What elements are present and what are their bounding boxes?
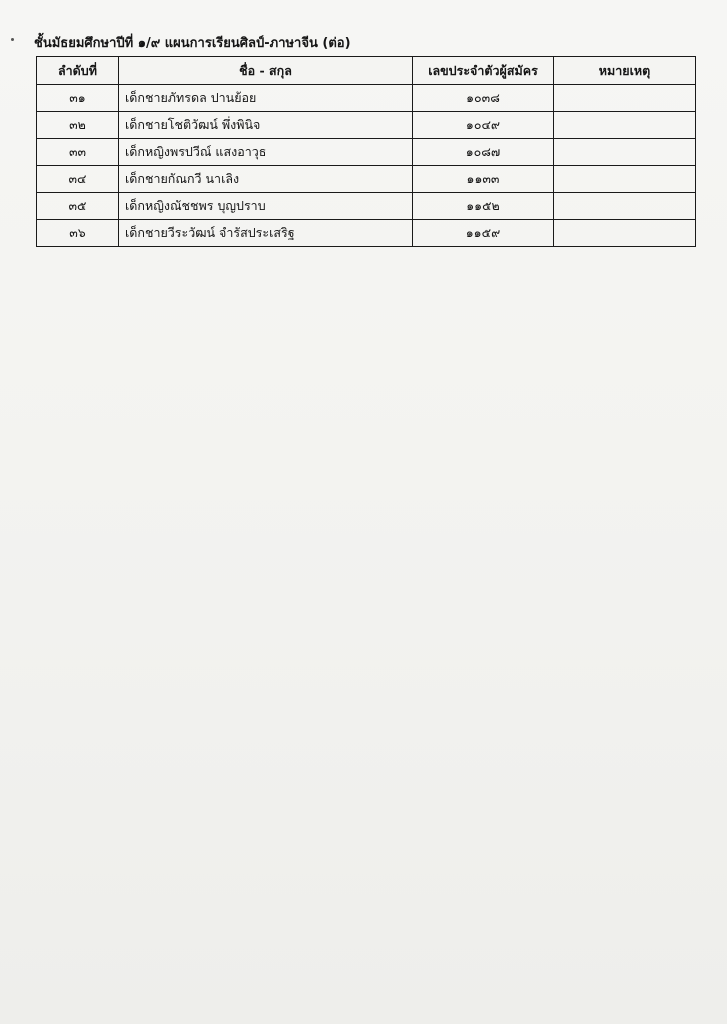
applicant-id: ๑๑๕๙: [413, 220, 554, 247]
row-number: ๓๓: [37, 139, 119, 166]
row-number: ๓๕: [37, 193, 119, 220]
row-number: ๓๑: [37, 85, 119, 112]
table-row: [37, 139, 696, 166]
student-name: เด็กชายกัณกวี นาเลิง: [119, 166, 413, 193]
row-number: ๓๖: [37, 220, 119, 247]
column-header-number: ลำดับที่: [37, 57, 119, 85]
row-number: ๓๒: [37, 112, 119, 139]
student-name: เด็กชายโชติวัฒน์ พึ่งพินิจ: [119, 112, 413, 139]
student-name: เด็กหญิงพรปวีณ์ แสงอาวุธ: [119, 139, 413, 166]
applicant-id: ๑๐๔๙: [413, 112, 554, 139]
student-name: เด็กหญิงณัชชพร บุญปราบ: [119, 193, 413, 220]
table-row: [37, 112, 696, 139]
column-header-remarks: หมายเหตุ: [554, 57, 696, 85]
student-name: เด็กชายวีระวัฒน์ จำรัสประเสริฐ: [119, 220, 413, 247]
page-heading: ชั้นมัธยมศึกษาปีที่ ๑/๙ แผนการเรียนศิลป์-ภาษาจีน (ต่อ): [34, 36, 351, 51]
applicant-id: ๑๐๓๘: [413, 85, 554, 112]
remarks-cell: [554, 85, 696, 112]
applicant-id: ๑๐๘๗: [413, 139, 554, 166]
remarks-cell: [554, 166, 696, 193]
table-row: [37, 220, 696, 247]
remarks-cell: [554, 193, 696, 220]
column-header-name: ชื่อ - สกุล: [119, 57, 413, 85]
table-row: [37, 166, 696, 193]
column-header-applicant-id: เลขประจำตัวผู้สมัคร: [413, 57, 554, 85]
remarks-cell: [554, 139, 696, 166]
table-header-row: [37, 57, 696, 85]
table-row: [37, 193, 696, 220]
row-number: ๓๔: [37, 166, 119, 193]
applicant-id: ๑๑๓๓: [413, 166, 554, 193]
remarks-cell: [554, 112, 696, 139]
paper-speck: [11, 38, 14, 41]
student-name: เด็กชายภัทรดล ปานย้อย: [119, 85, 413, 112]
applicant-id: ๑๑๕๒: [413, 193, 554, 220]
student-roster-table: [36, 56, 696, 247]
table-row: [37, 85, 696, 112]
remarks-cell: [554, 220, 696, 247]
